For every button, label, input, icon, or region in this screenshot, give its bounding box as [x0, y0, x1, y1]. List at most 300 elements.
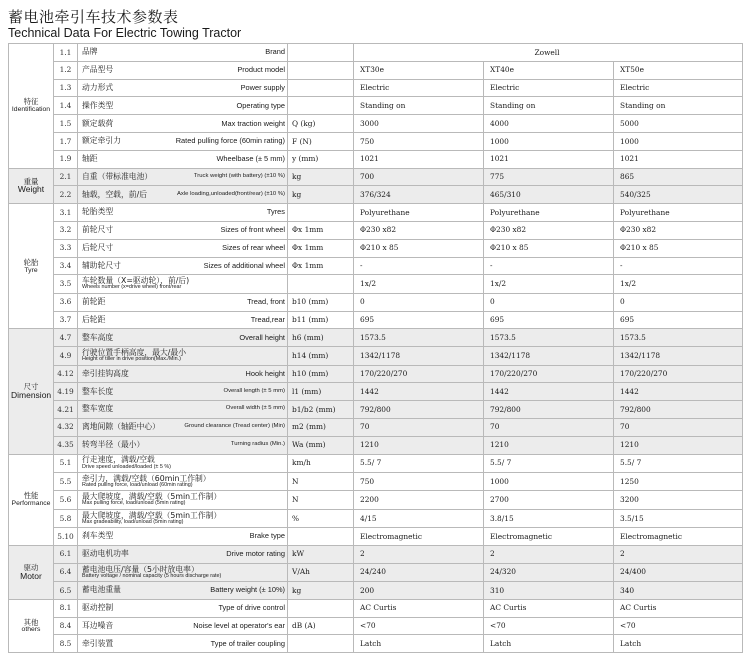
value-model-2: 0 [484, 293, 614, 311]
value-model-1: 1573.5 [354, 329, 484, 347]
value-model-1: 2200 [354, 491, 484, 509]
table-row [9, 79, 743, 97]
value-model-3: Standing on [614, 97, 743, 115]
value-model-3: 70 [614, 418, 743, 436]
row-unit: % [288, 509, 354, 527]
row-number: 4.9 [54, 347, 78, 365]
value-model-1: 1210 [354, 436, 484, 454]
group-label-zh: 轮胎 [23, 257, 39, 267]
group-label-zh: 特征 [23, 97, 39, 107]
row-item [78, 132, 288, 150]
row-unit [288, 44, 354, 62]
item-label-zh: 行走速度，满载/空载 [82, 455, 155, 465]
row-unit [288, 79, 354, 97]
item-label-en: Overall width (± 5 mm) [225, 405, 285, 412]
group-label-others [9, 599, 54, 652]
item-label-zh: 离地间隙（轴距中心） [82, 422, 160, 432]
value-model-1: Electric [354, 79, 484, 97]
table-row [9, 454, 743, 472]
value-model-1: 792/800 [354, 401, 484, 419]
row-number: 1.3 [54, 79, 78, 97]
item-label-zh: 整车宽度 [82, 404, 114, 414]
row-number: 4.35 [54, 436, 78, 454]
row-unit: F (N) [288, 132, 354, 150]
row-unit: l1 (mm) [288, 383, 354, 401]
row-item [78, 454, 288, 472]
value-model-1: 5.5/ 7 [354, 454, 484, 472]
table-row [9, 115, 743, 133]
row-unit: N [288, 491, 354, 509]
value-model-1: Electromagnetic [354, 528, 484, 546]
table-row [9, 365, 743, 383]
group-label-en: Tyre [24, 266, 38, 274]
item-label-en: Drive motor rating [226, 549, 285, 559]
item-label-zh: 整车高度 [82, 332, 114, 342]
value-model-2: Electromagnetic [484, 528, 614, 546]
item-label-zh: 整车长度 [82, 386, 114, 396]
item-label-en: Brake type [249, 531, 285, 541]
row-number: 3.5 [54, 275, 78, 293]
group-label-performance [9, 454, 54, 545]
row-unit: Φx 1mm [288, 239, 354, 257]
value-model-1: 70 [354, 418, 484, 436]
row-number: 1.9 [54, 150, 78, 168]
table-row [9, 472, 743, 490]
row-number: 1.5 [54, 115, 78, 133]
table-row [9, 239, 743, 257]
item-label-en: Overall height [239, 332, 285, 342]
item-label-en: Axle loading,unloaded(front/rear) (±10 %) [176, 190, 285, 197]
group-label-identification [9, 44, 54, 169]
value-model-1: 376/324 [354, 186, 484, 204]
item-label-en: Product model [237, 65, 285, 75]
value-model-3: 865 [614, 168, 743, 186]
row-item [78, 436, 288, 454]
value-model-2: 1573.5 [484, 329, 614, 347]
group-label-en: Performance [11, 500, 51, 508]
value-model-1: XT30e [354, 61, 484, 79]
value-model-1: 750 [354, 472, 484, 490]
row-item [78, 79, 288, 97]
item-label-zh: 车轮数量（X=驱动轮），前/后) [82, 276, 190, 286]
item-label-en: Battery voltage / nominal capacity (5 hours discharge rate) [82, 572, 222, 579]
row-item [78, 347, 288, 365]
row-unit: h10 (mm) [288, 365, 354, 383]
row-number: 3.3 [54, 239, 78, 257]
row-item [78, 599, 288, 617]
value-model-2: 1021 [484, 150, 614, 168]
value-model-3: 1x/2 [614, 275, 743, 293]
item-label-en: Wheelbase (± 5 mm) [216, 154, 285, 164]
row-unit [288, 61, 354, 79]
row-unit: dB (A) [288, 617, 354, 635]
group-label-zh: 性能 [23, 491, 39, 501]
row-item [78, 61, 288, 79]
table-row [9, 132, 743, 150]
row-item [78, 97, 288, 115]
group-label-zh: 驱动 [23, 563, 39, 573]
table-row [9, 418, 743, 436]
value-model-2: 465/310 [484, 186, 614, 204]
item-label-zh: 操作类型 [82, 100, 114, 110]
item-label-zh: 轮胎类型 [82, 207, 114, 217]
row-number: 5.1 [54, 454, 78, 472]
item-label-en: Overall length (± 5 mm) [223, 387, 285, 394]
table-row [9, 563, 743, 581]
value-model-1: <70 [354, 617, 484, 635]
row-number: 3.1 [54, 204, 78, 222]
item-label-en: Truck weight (with battery) (±10 %) [193, 172, 285, 179]
item-label-zh: 牵引挂钩高度 [82, 368, 129, 378]
value-model-1: AC Curtis [354, 599, 484, 617]
value-model-3: 1573.5 [614, 329, 743, 347]
item-label-en: Hook height [245, 368, 285, 378]
table-row [9, 329, 743, 347]
row-item [78, 186, 288, 204]
value-model-2: Φ230 x82 [484, 221, 614, 239]
row-number: 4.7 [54, 329, 78, 347]
value-model-2: 2700 [484, 491, 614, 509]
item-label-en: Type of trailer coupling [210, 638, 285, 648]
item-label-zh: 驱动控制 [82, 603, 114, 613]
item-label-en: Battery weight (± 10%) [210, 585, 285, 595]
value-model-2: <70 [484, 617, 614, 635]
item-label-zh: 驱动电机功率 [82, 549, 129, 559]
value-model-3: 170/220/270 [614, 365, 743, 383]
table-row [9, 436, 743, 454]
value-model-1: 24/240 [354, 563, 484, 581]
value-model-1: 1342/1178 [354, 347, 484, 365]
value-model-1: - [354, 257, 484, 275]
row-item [78, 418, 288, 436]
value-model-2: Standing on [484, 97, 614, 115]
row-item [78, 582, 288, 600]
row-unit [288, 97, 354, 115]
value-model-2: 1342/1178 [484, 347, 614, 365]
row-number: 3.7 [54, 311, 78, 329]
row-unit: km/h [288, 454, 354, 472]
value-model-3: Electric [614, 79, 743, 97]
value-model-2: 5.5/ 7 [484, 454, 614, 472]
value-model-3: - [614, 257, 743, 275]
item-label-zh: 动力形式 [82, 82, 114, 92]
row-item [78, 329, 288, 347]
row-number: 2.1 [54, 168, 78, 186]
item-label-en: Drive speed unloaded/loaded (± 5 %) [82, 463, 171, 470]
item-label-zh: 后轮距 [82, 314, 106, 324]
value-model-1: 1x/2 [354, 275, 484, 293]
row-item [78, 239, 288, 257]
row-item [78, 168, 288, 186]
row-unit: kg [288, 168, 354, 186]
row-item [78, 365, 288, 383]
row-number: 5.6 [54, 491, 78, 509]
table-row [9, 509, 743, 527]
row-number: 8.4 [54, 617, 78, 635]
value-model-2: XT40e [484, 61, 614, 79]
value-model-2: 2 [484, 545, 614, 563]
value-model-3: 3.5/15 [614, 509, 743, 527]
row-item [78, 491, 288, 509]
row-item [78, 311, 288, 329]
item-label-zh: 蓄电池电压/容量（5小时放电率） [82, 564, 199, 574]
value-model-2: - [484, 257, 614, 275]
value-model-3: 1210 [614, 436, 743, 454]
row-unit: b1/b2 (mm) [288, 401, 354, 419]
item-label-en: Power supply [240, 82, 285, 92]
row-unit: b11 (mm) [288, 311, 354, 329]
item-label-zh: 牵引力，满载/空载（60min工作制） [82, 473, 211, 483]
value-model-3: 0 [614, 293, 743, 311]
item-label-zh: 后轮尺寸 [82, 243, 114, 253]
value-model-1: Φ210 x 85 [354, 239, 484, 257]
row-unit: kg [288, 582, 354, 600]
value-model-2: 695 [484, 311, 614, 329]
value-model-2: 792/800 [484, 401, 614, 419]
item-label-en: Brand [265, 47, 285, 57]
value-model-2: 310 [484, 582, 614, 600]
row-number: 3.4 [54, 257, 78, 275]
row-unit: b10 (mm) [288, 293, 354, 311]
row-item [78, 545, 288, 563]
row-number: 1.4 [54, 97, 78, 115]
row-item [78, 617, 288, 635]
row-number: 4.12 [54, 365, 78, 383]
value-model-2: Φ210 x 85 [484, 239, 614, 257]
row-item [78, 563, 288, 581]
row-number: 1.1 [54, 44, 78, 62]
item-label-zh: 辅助轮尺寸 [82, 260, 121, 270]
group-label-weight [9, 168, 54, 204]
value-model-1: 0 [354, 293, 484, 311]
row-number: 5.10 [54, 528, 78, 546]
spec-table [8, 43, 743, 653]
item-label-zh: 前轮尺寸 [82, 225, 114, 235]
value-model-3: 5.5/ 7 [614, 454, 743, 472]
item-label-en: Tyres [266, 207, 285, 217]
value-model-3: 1250 [614, 472, 743, 490]
value-model-2: 4000 [484, 115, 614, 133]
item-label-zh: 牵引装置 [82, 638, 114, 648]
table-row [9, 97, 743, 115]
row-item [78, 472, 288, 490]
value-model-2: 170/220/270 [484, 365, 614, 383]
value-model-3: 340 [614, 582, 743, 600]
item-label-zh: 蓄电池重量 [82, 585, 121, 595]
row-number: 4.32 [54, 418, 78, 436]
value-model-2: 1000 [484, 472, 614, 490]
item-label-en: Turning radius (Min.) [230, 441, 285, 448]
row-unit: Φx 1mm [288, 257, 354, 275]
value-model-1: 1021 [354, 150, 484, 168]
value-model-3: 792/800 [614, 401, 743, 419]
row-unit: kg [288, 186, 354, 204]
value-model-3: Electromagnetic [614, 528, 743, 546]
value-model-2: AC Curtis [484, 599, 614, 617]
value-model-3: Latch [614, 635, 743, 653]
item-label-en: Height of tiller in drive position(Max./Min.) [82, 356, 181, 363]
table-row [9, 311, 743, 329]
row-number: 3.6 [54, 293, 78, 311]
table-row [9, 44, 743, 62]
item-label-en: Max pulling force, load/unload (5min rating) [82, 500, 186, 507]
value-model-2: Polyurethane [484, 204, 614, 222]
table-row [9, 257, 743, 275]
group-label-zh: 重量 [23, 176, 39, 186]
item-label-en: Ground clearance (Tread center) (Min) [184, 423, 285, 430]
value-model-2: Electric [484, 79, 614, 97]
row-number: 3.2 [54, 221, 78, 239]
group-label-dimension [9, 329, 54, 454]
group-label-tyre [9, 204, 54, 329]
item-label-en: Sizes of front wheel [220, 225, 285, 235]
group-label-en: others [21, 626, 41, 634]
table-row [9, 545, 743, 563]
row-item [78, 257, 288, 275]
row-number: 2.2 [54, 186, 78, 204]
row-unit: Wa (mm) [288, 436, 354, 454]
row-unit: h14 (mm) [288, 347, 354, 365]
row-unit [288, 204, 354, 222]
value-model-3: 1342/1178 [614, 347, 743, 365]
item-label-zh: 转弯半径（最小） [82, 440, 145, 450]
group-label-zh: 其他 [23, 617, 39, 627]
row-number: 5.8 [54, 509, 78, 527]
table-row [9, 582, 743, 600]
value-model-1: Latch [354, 635, 484, 653]
value-model-1: 170/220/270 [354, 365, 484, 383]
item-label-en: Max traction weight [221, 118, 285, 128]
row-number: 1.2 [54, 61, 78, 79]
value-model-3: 1442 [614, 383, 743, 401]
value-model-2: 1x/2 [484, 275, 614, 293]
table-row [9, 401, 743, 419]
value-model-1: Φ230 x82 [354, 221, 484, 239]
value-model-2: 775 [484, 168, 614, 186]
row-unit: m2 (mm) [288, 418, 354, 436]
row-item [78, 383, 288, 401]
row-item [78, 635, 288, 653]
item-label-zh: 额定牵引力 [82, 136, 121, 146]
item-label-zh: 最大爬坡度，满载/空载（5min工作制） [82, 510, 222, 520]
value-model-2: 1442 [484, 383, 614, 401]
item-label-zh: 轴载，空载，前/后 [82, 189, 148, 199]
row-unit: N [288, 472, 354, 490]
value-model-1: Polyurethane [354, 204, 484, 222]
table-row [9, 599, 743, 617]
row-item [78, 204, 288, 222]
value-model-1: 3000 [354, 115, 484, 133]
value-model-1: 2 [354, 545, 484, 563]
value-model-3: Φ210 x 85 [614, 239, 743, 257]
value-model-3: 3200 [614, 491, 743, 509]
value-model-2: 24/320 [484, 563, 614, 581]
value-model-1: 695 [354, 311, 484, 329]
value-model-1: 700 [354, 168, 484, 186]
row-item [78, 528, 288, 546]
row-number: 6.1 [54, 545, 78, 563]
row-number: 1.7 [54, 132, 78, 150]
value-model-1: 4/15 [354, 509, 484, 527]
value-model-3: 695 [614, 311, 743, 329]
value-model-2: 1000 [484, 132, 614, 150]
row-unit [288, 599, 354, 617]
table-row [9, 617, 743, 635]
table-row [9, 186, 743, 204]
value-model-3: 1000 [614, 132, 743, 150]
item-label-en: Max gradeability, load/unload (5min rating) [82, 518, 184, 525]
table-row [9, 635, 743, 653]
value-model-1: Standing on [354, 97, 484, 115]
value-model-2: 70 [484, 418, 614, 436]
value-model-2: Latch [484, 635, 614, 653]
row-unit: Q (kg) [288, 115, 354, 133]
value-model-1: 200 [354, 582, 484, 600]
table-row [9, 221, 743, 239]
row-unit: Φx 1mm [288, 221, 354, 239]
item-label-en: Rated pulling force (60min rating) [175, 136, 285, 146]
value-model-2: 3.8/15 [484, 509, 614, 527]
table-row [9, 383, 743, 401]
item-label-zh: 耳边噪音 [82, 620, 114, 630]
row-item [78, 221, 288, 239]
item-label-en: Noise level at operator's ear [193, 620, 285, 630]
value-model-3: AC Curtis [614, 599, 743, 617]
table-row [9, 347, 743, 365]
item-label-zh: 额定载荷 [82, 118, 114, 128]
row-number: 4.21 [54, 401, 78, 419]
value-model-3: Polyurethane [614, 204, 743, 222]
item-label-zh: 轴距 [82, 154, 98, 164]
value-model-3: <70 [614, 617, 743, 635]
item-label-zh: 自重（带标准电池） [82, 171, 153, 181]
row-number: 8.1 [54, 599, 78, 617]
item-label-en: Type of drive control [218, 603, 285, 613]
value-model-1: 750 [354, 132, 484, 150]
group-label-zh: 尺寸 [23, 382, 39, 392]
row-item [78, 275, 288, 293]
value-model-1: 1442 [354, 383, 484, 401]
value-model-2: 1210 [484, 436, 614, 454]
row-unit: y (mm) [288, 150, 354, 168]
row-item [78, 401, 288, 419]
value-model-3: 24/400 [614, 563, 743, 581]
row-number: 8.5 [54, 635, 78, 653]
value-model-3: 5000 [614, 115, 743, 133]
table-row [9, 491, 743, 509]
value-model-3: 1021 [614, 150, 743, 168]
value-model-3: 540/325 [614, 186, 743, 204]
row-item [78, 150, 288, 168]
row-item [78, 509, 288, 527]
row-number: 5.5 [54, 472, 78, 490]
item-label-zh: 刹车类型 [82, 531, 114, 541]
page-title-english: Technical Data For Electric Towing Tractor [8, 26, 242, 40]
row-unit [288, 275, 354, 293]
item-label-zh: 前轮距 [82, 297, 106, 307]
group-label-en: Dimension [11, 389, 52, 400]
value-model-3: 2 [614, 545, 743, 563]
item-label-zh: 最大爬坡度，满载/空载（5min工作制） [82, 492, 222, 502]
group-label-en: Identification [11, 106, 51, 114]
item-label-en: Sizes of rear wheel [222, 243, 285, 253]
row-unit [288, 528, 354, 546]
table-row [9, 204, 743, 222]
item-label-en: Rated pulling force, load/unload (60min rating) [82, 481, 193, 488]
row-unit: h6 (mm) [288, 329, 354, 347]
table-row [9, 150, 743, 168]
table-row [9, 61, 743, 79]
